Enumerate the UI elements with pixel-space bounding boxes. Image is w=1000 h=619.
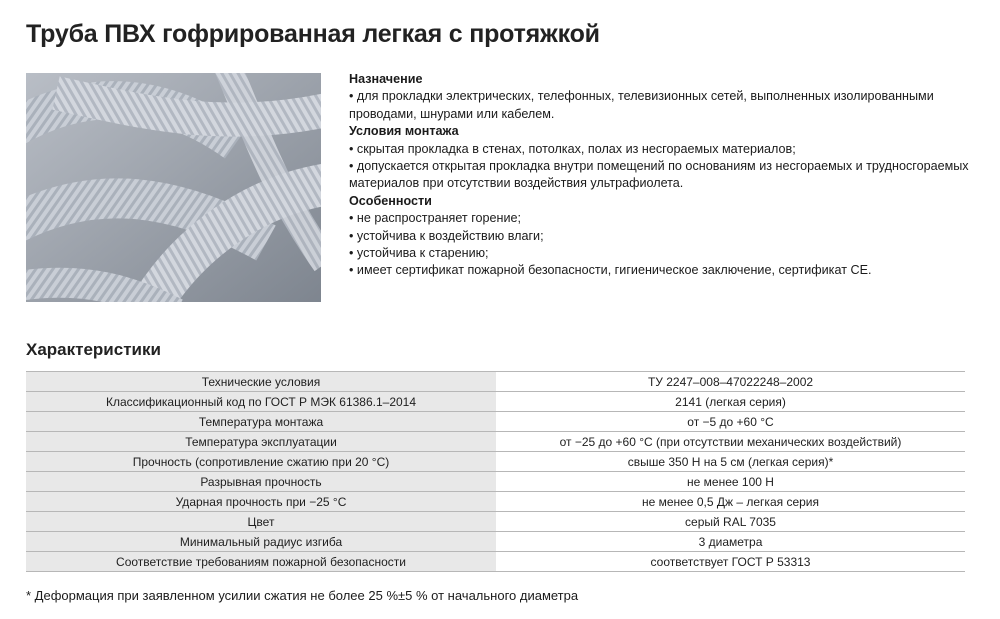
- table-row: [26, 412, 965, 432]
- features-item: • не распространяет горение;: [349, 211, 522, 226]
- spec-name: Минимальный радиус изгиба: [26, 532, 496, 552]
- spec-value: не менее 100 Н: [496, 472, 965, 492]
- table-row: [26, 432, 965, 452]
- table-row: [26, 472, 965, 492]
- product-photo: [26, 73, 321, 302]
- table-row: [26, 512, 965, 532]
- table-row: [26, 552, 965, 572]
- purpose-heading: Назначение: [349, 72, 423, 86]
- features-item: • устойчива к воздействию влаги;: [349, 228, 544, 243]
- page-title: Труба ПВХ гофрированная легкая с протяжкой: [26, 20, 600, 48]
- spec-name: Цвет: [26, 512, 496, 532]
- spec-name: Технические условия: [26, 372, 496, 392]
- purpose-item: • для прокладки электрических, телефонных, телевизионных сетей, выполненных изолированными проводами, шнурами или кабелем.: [349, 89, 934, 121]
- specs-table: [26, 371, 965, 572]
- spec-value: свыше 350 Н на 5 см (легкая серия)*: [496, 452, 965, 472]
- spec-name: Ударная прочность при −25 °С: [26, 492, 496, 512]
- mounting-item: • скрытая прокладка в стенах, потолках, полах из несгораемых материалов;: [349, 141, 796, 156]
- spec-name: Температура эксплуатации: [26, 432, 496, 452]
- table-row: [26, 532, 965, 552]
- spec-name: Разрывная прочность: [26, 472, 496, 492]
- description-block: [349, 71, 979, 280]
- mounting-heading: Условия монтажа: [349, 124, 459, 139]
- table-row: [26, 492, 965, 512]
- spec-value: соответствует ГОСТ Р 53313: [496, 552, 965, 572]
- table-row: [26, 452, 965, 472]
- features-heading: Особенности: [349, 193, 432, 208]
- spec-value: от −5 до +60 °С: [496, 412, 965, 432]
- spec-value: 2141 (легкая серия): [496, 392, 965, 412]
- spec-value: не менее 0,5 Дж – легкая серия: [496, 492, 965, 512]
- features-item: • устойчива к старению;: [349, 246, 489, 261]
- table-row: [26, 372, 965, 392]
- specs-heading: Характеристики: [26, 340, 161, 359]
- spec-value: ТУ 2247–008–47022248–2002: [496, 372, 965, 392]
- mounting-item: • допускается открытая прокладка внутри помещений по основаниям из несгораемых и трудносгораемых материалов при отсутствии воздействия ультрафиолета.: [349, 159, 969, 191]
- spec-name: Соответствие требованиям пожарной безопасности: [26, 552, 496, 572]
- spec-value: серый RAL 7035: [496, 512, 965, 532]
- table-row: [26, 392, 965, 412]
- spec-value: 3 диаметра: [496, 532, 965, 552]
- spec-name: Прочность (сопротивление сжатию при 20 °С): [26, 452, 496, 472]
- footnote: * Деформация при заявленном усилии сжатия не более 25 %±5 % от начального диаметра: [26, 588, 579, 603]
- spec-value: от −25 до +60 °С (при отсутствии механических воздействий): [496, 432, 965, 452]
- spec-name: Температура монтажа: [26, 412, 496, 432]
- features-item: • имеет сертификат пожарной безопасности, гигиеническое заключение, сертификат CE.: [349, 263, 872, 278]
- spec-name: Классификационный код по ГОСТ Р МЭК 61386.1–2014: [26, 392, 496, 412]
